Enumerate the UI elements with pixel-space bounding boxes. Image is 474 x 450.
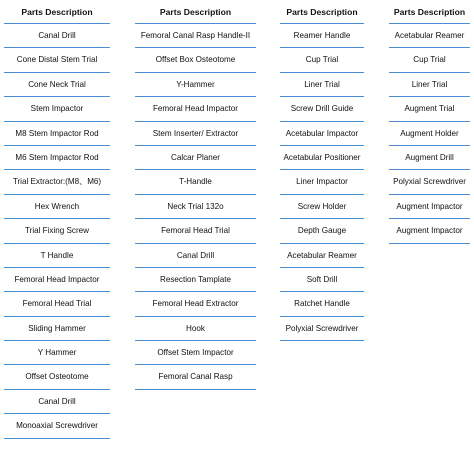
part-item: Canal Drill bbox=[4, 390, 110, 414]
part-item: M8 Stem Impactor Rod bbox=[4, 122, 110, 146]
part-item: Offset Stem Impactor bbox=[135, 341, 256, 365]
part-item: Hook bbox=[135, 317, 256, 341]
part-item: Augment Drill bbox=[389, 146, 470, 170]
part-item: Liner Trial bbox=[280, 73, 364, 97]
part-item: M6 Stem Impactor Rod bbox=[4, 146, 110, 170]
part-item: Augment Trial bbox=[389, 97, 470, 121]
part-item: Reamer Handle bbox=[280, 24, 364, 48]
part-item: Femoral Head Extractor bbox=[135, 292, 256, 316]
part-item: Liner Trial bbox=[389, 73, 470, 97]
part-item: Screw Holder bbox=[280, 195, 364, 219]
part-item: Ratchet Handle bbox=[280, 292, 364, 316]
part-item: Polyxial Screwdriver bbox=[280, 317, 364, 341]
parts-column-1 bbox=[4, 0, 110, 439]
part-item: Monoaxial Screwdriver bbox=[4, 414, 110, 438]
parts-column-3 bbox=[280, 0, 364, 341]
part-item: Soft Drill bbox=[280, 268, 364, 292]
part-item: Augment Holder bbox=[389, 122, 470, 146]
part-item: Y-Hammer bbox=[135, 73, 256, 97]
part-item: Hex Wrench bbox=[4, 195, 110, 219]
part-item: Offset Osteotome bbox=[4, 365, 110, 389]
part-item: Augment Impactor bbox=[389, 219, 470, 243]
part-item: Femoral Head Trial bbox=[135, 219, 256, 243]
part-item: Cone Neck Trial bbox=[4, 73, 110, 97]
part-item: Stem Inserter/ Extractor bbox=[135, 122, 256, 146]
part-item: Femoral Canal Rasp Handle-II bbox=[135, 24, 256, 48]
part-item: Acetabular Reamer bbox=[280, 244, 364, 268]
part-item: Cup Trial bbox=[389, 48, 470, 72]
part-item: Screw Drill Guide bbox=[280, 97, 364, 121]
part-item: Augment Impactor bbox=[389, 195, 470, 219]
part-item: Canal Drill bbox=[135, 244, 256, 268]
part-item: Canal Drill bbox=[4, 24, 110, 48]
part-item: T Handle bbox=[4, 244, 110, 268]
part-item: Y Hammer bbox=[4, 341, 110, 365]
part-item: Trial Fixing Screw bbox=[4, 219, 110, 243]
part-item: Acetabular Positioner bbox=[280, 146, 364, 170]
part-item: Calcar Planer bbox=[135, 146, 256, 170]
part-item: Neck Trial 132o bbox=[135, 195, 256, 219]
part-item: T-Handle bbox=[135, 170, 256, 194]
column-header: Parts Description bbox=[135, 0, 256, 24]
column-header: Parts Description bbox=[389, 0, 470, 24]
part-item: Depth Gauge bbox=[280, 219, 364, 243]
part-item: Offset Box Osteotome bbox=[135, 48, 256, 72]
part-item: Liner Impactor bbox=[280, 170, 364, 194]
part-item: Polyxial Screwdriver bbox=[389, 170, 470, 194]
column-header: Parts Description bbox=[280, 0, 364, 24]
part-item: Femoral Canal Rasp bbox=[135, 365, 256, 389]
part-item: Femoral Head Impactor bbox=[135, 97, 256, 121]
part-item: Resection Tamplate bbox=[135, 268, 256, 292]
part-item: Femoral Head Trial bbox=[4, 292, 110, 316]
part-item: Cone Distal Stem Trial bbox=[4, 48, 110, 72]
part-item: Femoral Head Impactor bbox=[4, 268, 110, 292]
part-item: Acetabular Impactor bbox=[280, 122, 364, 146]
part-item: Stem Impactor bbox=[4, 97, 110, 121]
part-item: Trial Extractor:(M8、M6) bbox=[4, 170, 110, 194]
parts-column-2 bbox=[135, 0, 256, 390]
part-item: Cup Trial bbox=[280, 48, 364, 72]
parts-column-4 bbox=[389, 0, 470, 244]
part-item: Acetabular Reamer bbox=[389, 24, 470, 48]
part-item: Sliding Hammer bbox=[4, 317, 110, 341]
column-header: Parts Description bbox=[4, 0, 110, 24]
